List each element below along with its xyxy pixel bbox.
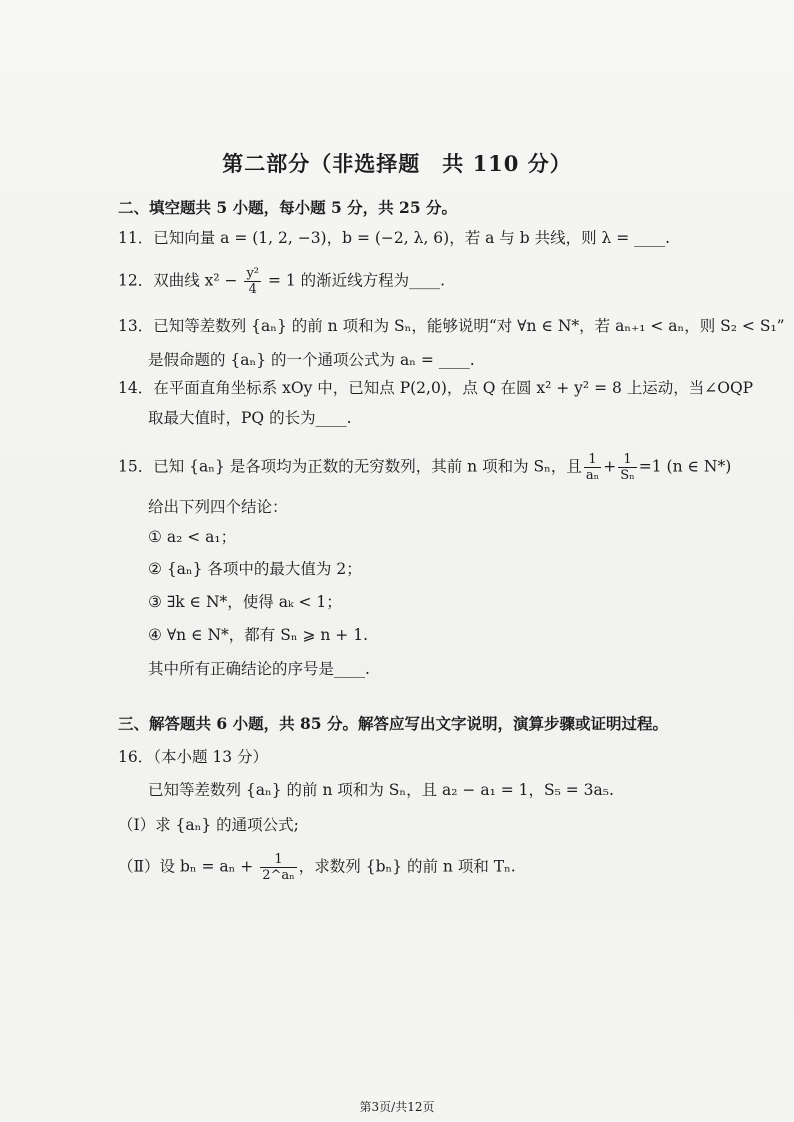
q16-frac-bot: 2^aₙ (262, 868, 295, 883)
q15-ask: 其中所有正确结论的序号是____. (148, 660, 370, 678)
q15-fraction-1 (584, 452, 601, 483)
question-14-line2: 取最大值时，PQ 的长为____. (148, 409, 352, 427)
q16-part2-suffix: ，求数列 {bₙ} 的前 n 项和 Tₙ. (298, 857, 516, 876)
question-13-line2: 是假命题的 {aₙ} 的一个通项公式为 aₙ = ____. (148, 351, 475, 369)
q16-part1: （Ⅰ）求 {aₙ} 的通项公式; (118, 816, 299, 834)
part-title: 第二部分（非选择题 共 110 分） (222, 151, 572, 176)
question-15-stem (118, 452, 731, 483)
q15-f1-top: 1 (584, 452, 601, 468)
q16-part2-fraction (260, 852, 297, 883)
q15-item-2: ② {aₙ} 各项中的最大值为 2； (148, 560, 362, 578)
q16-stem: 已知等差数列 {aₙ} 的前 n 项和为 Sₙ，且 a₂ − a₁ = 1，S₅ = 3a₅. (148, 781, 614, 799)
question-14-line1: 14．在平面直角坐标系 xOy 中，已知点 P(2,0)，点 Q 在圆 x² + y² = 8 上运动，当∠OQP (118, 379, 754, 397)
q15-f2-top: 1 (618, 452, 637, 468)
q15-f1-bot: aₙ (585, 468, 600, 483)
question-11: 11．已知向量 a = (1, 2, −3)，b = (−2, λ, 6)，若 a 与 b 共线，则 λ = ____. (118, 229, 671, 247)
question-13-line1: 13．已知等差数列 {aₙ} 的前 n 项和为 Sₙ，能够说明“对 ∀n ∈ N*，若 aₙ₊₁ < aₙ，则 S₂ < S₁” (118, 317, 785, 335)
q16-frac-top: 1 (260, 852, 297, 868)
q12-suffix: = 1 的渐近线方程为____. (263, 271, 446, 290)
q16-part2 (118, 852, 516, 883)
q12-frac-top: y² (246, 266, 260, 281)
q15-item-4: ④ ∀n ∈ N*，都有 Sₙ ⩾ n + 1. (148, 626, 369, 644)
q15-intro: 给出下列四个结论： (148, 498, 288, 516)
q15-item-3: ③ ∃k ∈ N*，使得 aₖ < 1； (148, 593, 342, 611)
q15-suffix: =1 (n ∈ N*) (638, 457, 732, 476)
q15-f2-bot: Sₙ (620, 468, 635, 483)
q15-item-1: ① a₂ < a₁； (148, 528, 237, 546)
q12-frac-bot: 4 (248, 282, 257, 297)
q12-prefix: 12．双曲线 x² − (118, 271, 243, 290)
q16-head: 16．（本小题 13 分） (118, 748, 269, 766)
page-footer: 第3页/共12页 (359, 1100, 435, 1114)
q16-part2-prefix: （Ⅱ）设 bₙ = aₙ + (118, 857, 259, 876)
q12-fraction (244, 266, 261, 297)
section2-header: 二、填空题共 5 小题，每小题 5 分，共 25 分。 (118, 198, 458, 217)
q15-plus: + (603, 457, 617, 476)
q15-prefix: 15．已知 {aₙ} 是各项均为正数的无穷数列，其前 n 项和为 Sₙ，且 (118, 457, 582, 476)
question-12 (118, 266, 445, 297)
q15-fraction-2 (618, 452, 637, 483)
section3-header: 三、解答题共 6 小题，共 85 分。解答应写出文字说明，演算步骤或证明过程。 (118, 714, 668, 733)
